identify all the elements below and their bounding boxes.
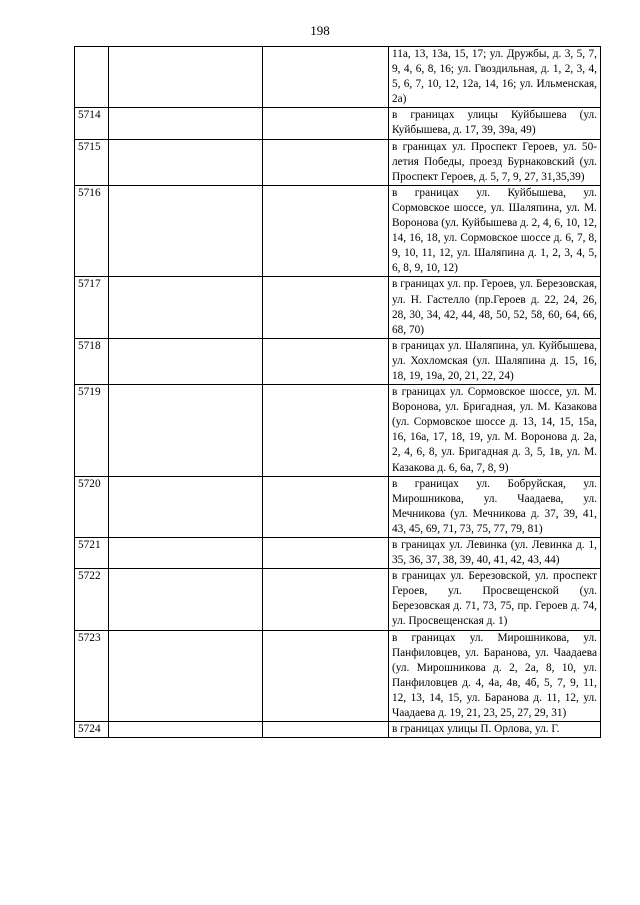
address-cell: в границах ул. Сормовское шоссе, ул. М. Воронова, ул. Бригадная, ул. М. Казакова (ул. Сормовское шоссе д. 13, 14, 15, 15а, 16, 16а, 17, 18, 19, ул. М. Воронова д. 2а, 2, 4, 6, 8, ул. Бригадная д. 3, 5, 1в, ул. М. Казакова д. 6, 6а, 7, 8, 9) — [389, 385, 601, 477]
table-row — [75, 630, 601, 722]
empty-cell — [109, 630, 263, 722]
row-number — [75, 47, 109, 108]
address-cell: в границах ул. Проспект Героев, ул. 50-летия Победы, проезд Бурнаковский (ул. Проспект Героев, д. 5, 7, 9, 27, 31,35,39) — [389, 139, 601, 185]
empty-cell — [109, 538, 263, 569]
empty-cell — [263, 722, 389, 738]
row-number: 5715 — [75, 139, 109, 185]
empty-cell — [263, 47, 389, 108]
table-row — [75, 185, 601, 277]
empty-cell — [109, 277, 263, 338]
row-number: 5714 — [75, 108, 109, 139]
empty-cell — [263, 108, 389, 139]
empty-cell — [109, 476, 263, 537]
empty-cell — [109, 385, 263, 477]
empty-cell — [263, 630, 389, 722]
table-row — [75, 385, 601, 477]
empty-cell — [263, 569, 389, 630]
empty-cell — [263, 139, 389, 185]
table-row — [75, 476, 601, 537]
address-cell: в границах ул. Мирошникова, ул. Панфиловцев, ул. Баранова, ул. Чаадаева (ул. Мирошникова д. 2, 2а, 8, 10, ул. Панфиловцев д. 4, 4а, 4в, 4б, 5, 7, 9, 11, 12, 13, 14, 15, ул. Баранова д. 11, 12, ул. Чаадаева д. 19, 21, 23, 25, 27, 29, 31) — [389, 630, 601, 722]
row-number: 5724 — [75, 722, 109, 738]
row-number: 5717 — [75, 277, 109, 338]
empty-cell — [263, 476, 389, 537]
page-number: 198 — [310, 23, 330, 38]
row-number: 5721 — [75, 538, 109, 569]
table-row — [75, 722, 601, 738]
empty-cell — [109, 185, 263, 277]
row-number: 5722 — [75, 569, 109, 630]
row-number: 5723 — [75, 630, 109, 722]
empty-cell — [263, 385, 389, 477]
table-row — [75, 538, 601, 569]
address-cell: в границах ул. Бобруйская, ул. Мирошникова, ул. Чаадаева, ул. Мечникова (ул. Мечникова д. 37, 39, 41, 43, 45, 69, 71, 73, 75, 77, 79, 81) — [389, 476, 601, 537]
address-cell: в границах ул. пр. Героев, ул. Березовская, ул. Н. Гастелло (пр.Героев д. 22, 24, 26, 28, 30, 34, 42, 44, 48, 50, 52, 58, 60, 64, 66, 68, 70) — [389, 277, 601, 338]
table-row — [75, 338, 601, 384]
table-row — [75, 108, 601, 139]
empty-cell — [263, 277, 389, 338]
empty-cell — [263, 185, 389, 277]
address-cell: в границах ул. Шаляпина, ул. Куйбышева, ул. Хохломская (ул. Шаляпина д. 15, 16, 18, 19, 19а, 20, 21, 22, 24) — [389, 338, 601, 384]
table-row — [75, 139, 601, 185]
address-cell: в границах улицы Куйбышева (ул. Куйбышева, д. 17, 39, 39а, 49) — [389, 108, 601, 139]
districts-table — [74, 46, 601, 738]
row-number: 5719 — [75, 385, 109, 477]
address-cell: в границах ул. Левинка (ул. Левинка д. 1, 35, 36, 37, 38, 39, 40, 41, 42, 43, 44) — [389, 538, 601, 569]
row-number: 5720 — [75, 476, 109, 537]
empty-cell — [263, 338, 389, 384]
table-row — [75, 47, 601, 108]
empty-cell — [109, 722, 263, 738]
empty-cell — [109, 338, 263, 384]
table-row — [75, 277, 601, 338]
empty-cell — [263, 538, 389, 569]
row-number: 5716 — [75, 185, 109, 277]
table-row — [75, 569, 601, 630]
address-cell: в границах ул. Куйбышева, ул. Сормовское шоссе, ул. Шаляпина, ул. М. Воронова (ул. Куйбышева д. 2, 4, 6, 10, 12, 14, 16, 18, ул. Сормовское шоссе д. 6, 7, 8, 9, 10, 11, 12, ул. Шаляпина д. 1, 2, 3, 4, 5, 6, 8, 9, 10, 12) — [389, 185, 601, 277]
empty-cell — [109, 569, 263, 630]
address-cell: в границах улицы П. Орлова, ул. Г. — [389, 722, 601, 738]
empty-cell — [109, 139, 263, 185]
empty-cell — [109, 47, 263, 108]
row-number: 5718 — [75, 338, 109, 384]
address-cell: 11а, 13, 13а, 15, 17; ул. Дружбы, д. 3, 5, 7, 9, 4, 6, 8, 16; ул. Гвоздильная, д. 1, 2, 3, 4, 5, 6, 7, 10, 12, 12а, 14, 16; ул. Ильменская, 2а) — [389, 47, 601, 108]
address-cell: в границах ул. Березовской, ул. проспект Героев, ул. Просвещенской (ул. Березовская д. 71, 73, 75, пр. Героев д. 74, ул. Просвещенская д. 1) — [389, 569, 601, 630]
empty-cell — [109, 108, 263, 139]
